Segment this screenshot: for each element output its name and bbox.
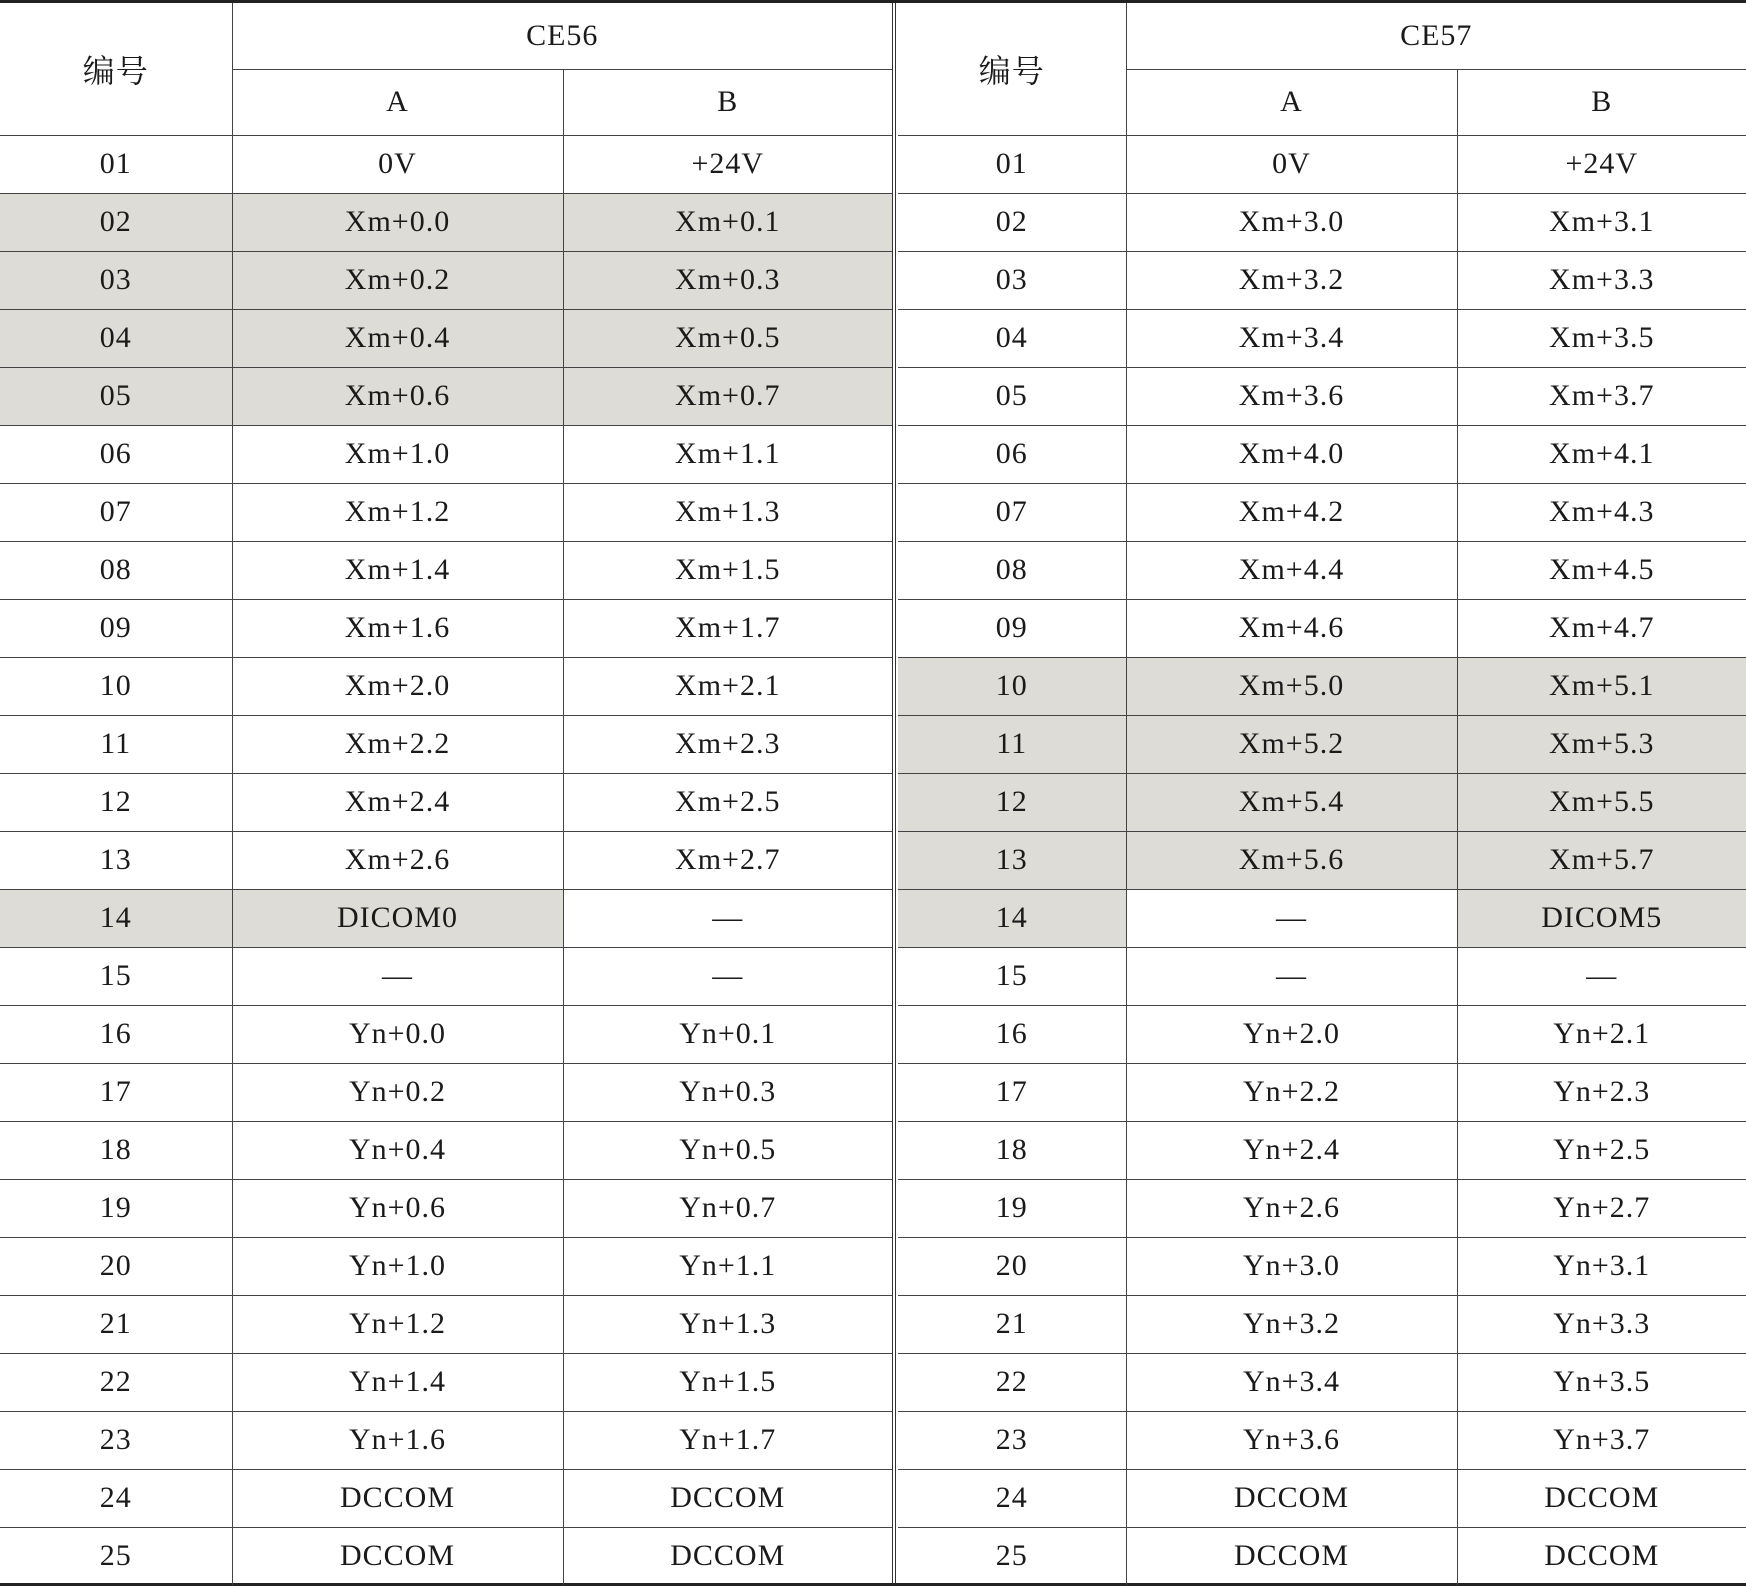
signal-cell-a: Xm+1.0: [232, 425, 563, 483]
pin-number-cell: 13: [0, 831, 232, 889]
pin-number-cell: 03: [0, 251, 232, 309]
signal-cell-b: Xm+5.3: [1457, 715, 1746, 773]
signal-cell-b: Yn+3.1: [1457, 1237, 1746, 1295]
table-row: [0, 1295, 892, 1353]
signal-cell-a: 0V: [232, 135, 563, 193]
signal-cell-b: Xm+0.3: [563, 251, 892, 309]
table-row: [898, 541, 1746, 599]
signal-cell-b: Yn+1.7: [563, 1411, 892, 1469]
signal-cell-b: Xm+5.5: [1457, 773, 1746, 831]
pin-number-cell: 10: [898, 657, 1126, 715]
pin-number-cell: 19: [898, 1179, 1126, 1237]
pin-number-cell: 16: [898, 1005, 1126, 1063]
table-row: [0, 1411, 892, 1469]
signal-cell-b: Xm+1.3: [563, 483, 892, 541]
signal-cell-b: Yn+2.5: [1457, 1121, 1746, 1179]
table-row: [898, 1005, 1746, 1063]
signal-cell-b: DCCOM: [1457, 1527, 1746, 1585]
signal-cell-a: Yn+1.2: [232, 1295, 563, 1353]
signal-cell-b: Xm+2.7: [563, 831, 892, 889]
pin-number-cell: 06: [898, 425, 1126, 483]
pin-number-cell: 04: [0, 309, 232, 367]
signal-cell-b: Xm+2.3: [563, 715, 892, 773]
ce57-table-block: [898, 3, 1746, 1585]
table-row: [898, 831, 1746, 889]
signal-cell-b: +24V: [563, 135, 892, 193]
table-row: [898, 1527, 1746, 1585]
table-divider: [892, 3, 896, 1583]
signal-cell-a: Xm+3.4: [1126, 309, 1457, 367]
pin-number-cell: 24: [898, 1469, 1126, 1527]
table-row: [0, 947, 892, 1005]
ce57-table-body: [898, 135, 1746, 1585]
signal-cell-a: Yn+3.4: [1126, 1353, 1457, 1411]
pin-number-cell: 13: [898, 831, 1126, 889]
table-row: [0, 889, 892, 947]
signal-cell-b: Yn+1.5: [563, 1353, 892, 1411]
signal-cell-b: Xm+3.5: [1457, 309, 1746, 367]
signal-cell-a: Xm+2.0: [232, 657, 563, 715]
pin-number-cell: 16: [0, 1005, 232, 1063]
pin-number-cell: 17: [0, 1063, 232, 1121]
table-row: [898, 657, 1746, 715]
signal-cell-b: —: [563, 947, 892, 1005]
table-row: [0, 1179, 892, 1237]
signal-cell-b: Xm+0.7: [563, 367, 892, 425]
pin-number-cell: 18: [0, 1121, 232, 1179]
signal-cell-b: Xm+1.1: [563, 425, 892, 483]
signal-cell-a: Yn+3.6: [1126, 1411, 1457, 1469]
column-a-header: A: [1126, 69, 1457, 135]
signal-cell-a: Xm+3.0: [1126, 193, 1457, 251]
table-row: [898, 251, 1746, 309]
signal-cell-b: Yn+2.1: [1457, 1005, 1746, 1063]
table-row: [898, 193, 1746, 251]
pin-number-cell: 09: [898, 599, 1126, 657]
signal-cell-a: Yn+3.2: [1126, 1295, 1457, 1353]
signal-cell-a: Yn+2.2: [1126, 1063, 1457, 1121]
table-row: [0, 309, 892, 367]
table-row: [898, 1295, 1746, 1353]
signal-cell-b: Xm+2.5: [563, 773, 892, 831]
table-row: [0, 715, 892, 773]
pin-number-cell: 12: [0, 773, 232, 831]
signal-cell-a: Yn+2.6: [1126, 1179, 1457, 1237]
table-row: [898, 889, 1746, 947]
signal-cell-b: Xm+4.3: [1457, 483, 1746, 541]
signal-cell-a: Xm+4.6: [1126, 599, 1457, 657]
pin-number-cell: 25: [898, 1527, 1126, 1585]
signal-cell-b: Xm+4.7: [1457, 599, 1746, 657]
pin-number-cell: 02: [0, 193, 232, 251]
ce56-table-body: [0, 135, 892, 1585]
pin-number-cell: 01: [898, 135, 1126, 193]
signal-cell-a: Xm+0.4: [232, 309, 563, 367]
signal-cell-b: Yn+2.7: [1457, 1179, 1746, 1237]
pin-number-cell: 19: [0, 1179, 232, 1237]
signal-cell-b: Xm+3.7: [1457, 367, 1746, 425]
table-row: [898, 1411, 1746, 1469]
table-row: [898, 1063, 1746, 1121]
signal-cell-b: Yn+0.3: [563, 1063, 892, 1121]
table-row: [0, 541, 892, 599]
signal-cell-a: Xm+2.4: [232, 773, 563, 831]
signal-cell-b: Xm+4.5: [1457, 541, 1746, 599]
signal-cell-a: Yn+0.4: [232, 1121, 563, 1179]
table-row: [898, 715, 1746, 773]
pin-number-cell: 21: [898, 1295, 1126, 1353]
signal-cell-b: +24V: [1457, 135, 1746, 193]
pin-number-cell: 22: [898, 1353, 1126, 1411]
pin-number-cell: 23: [0, 1411, 232, 1469]
pin-number-cell: 11: [0, 715, 232, 773]
signal-cell-b: Xm+1.7: [563, 599, 892, 657]
signal-cell-a: —: [1126, 889, 1457, 947]
pin-number-cell: 17: [898, 1063, 1126, 1121]
signal-cell-b: Xm+2.1: [563, 657, 892, 715]
signal-cell-a: Yn+0.6: [232, 1179, 563, 1237]
pin-number-cell: 08: [898, 541, 1126, 599]
signal-cell-a: DCCOM: [1126, 1527, 1457, 1585]
table-row: [0, 1469, 892, 1527]
signal-cell-b: DCCOM: [563, 1469, 892, 1527]
signal-cell-a: Xm+1.4: [232, 541, 563, 599]
signal-cell-a: 0V: [1126, 135, 1457, 193]
signal-cell-a: DCCOM: [232, 1527, 563, 1585]
ce57-pin-table: [898, 3, 1746, 1585]
pin-number-cell: 12: [898, 773, 1126, 831]
signal-cell-a: DCCOM: [232, 1469, 563, 1527]
signal-cell-b: DICOM5: [1457, 889, 1746, 947]
signal-cell-b: Xm+4.1: [1457, 425, 1746, 483]
table-row: [0, 425, 892, 483]
signal-cell-b: Xm+5.7: [1457, 831, 1746, 889]
signal-cell-b: Xm+0.1: [563, 193, 892, 251]
signal-cell-a: Xm+0.6: [232, 367, 563, 425]
table-row: [898, 1237, 1746, 1295]
pin-number-cell: 20: [898, 1237, 1126, 1295]
pin-number-cell: 07: [0, 483, 232, 541]
table-row: [0, 599, 892, 657]
table-row: [0, 773, 892, 831]
signal-cell-a: Xm+1.2: [232, 483, 563, 541]
signal-cell-b: DCCOM: [1457, 1469, 1746, 1527]
signal-cell-b: Yn+1.3: [563, 1295, 892, 1353]
signal-cell-a: Yn+0.0: [232, 1005, 563, 1063]
signal-cell-a: —: [232, 947, 563, 1005]
table-row: [0, 193, 892, 251]
pin-number-cell: 05: [898, 367, 1126, 425]
signal-cell-b: Xm+0.5: [563, 309, 892, 367]
signal-cell-a: Yn+1.4: [232, 1353, 563, 1411]
pin-number-cell: 14: [898, 889, 1126, 947]
table-row: [0, 483, 892, 541]
pin-number-cell: 21: [0, 1295, 232, 1353]
table-row: [0, 135, 892, 193]
table-row: [898, 1179, 1746, 1237]
signal-cell-b: Yn+0.1: [563, 1005, 892, 1063]
signal-cell-a: —: [1126, 947, 1457, 1005]
signal-cell-a: Xm+2.2: [232, 715, 563, 773]
pin-number-cell: 01: [0, 135, 232, 193]
number-column-header: 编号: [0, 3, 232, 135]
table-row: [0, 1121, 892, 1179]
column-a-header: A: [232, 69, 563, 135]
column-b-header: B: [563, 69, 892, 135]
pin-number-cell: 20: [0, 1237, 232, 1295]
signal-cell-a: Xm+4.0: [1126, 425, 1457, 483]
table-row: [898, 1469, 1746, 1527]
number-column-header: 编号: [898, 3, 1126, 135]
signal-cell-a: Xm+5.4: [1126, 773, 1457, 831]
table-row: [0, 367, 892, 425]
pin-number-cell: 02: [898, 193, 1126, 251]
table-row: [898, 599, 1746, 657]
table-row: [0, 1005, 892, 1063]
pin-number-cell: 07: [898, 483, 1126, 541]
signal-cell-b: DCCOM: [563, 1527, 892, 1585]
table-row: [898, 367, 1746, 425]
signal-cell-a: Yn+1.6: [232, 1411, 563, 1469]
pin-number-cell: 23: [898, 1411, 1126, 1469]
pin-number-cell: 18: [898, 1121, 1126, 1179]
signal-cell-b: Yn+0.7: [563, 1179, 892, 1237]
pin-number-cell: 11: [898, 715, 1126, 773]
signal-cell-a: Xm+1.6: [232, 599, 563, 657]
table-row: [898, 947, 1746, 1005]
signal-cell-a: Xm+3.6: [1126, 367, 1457, 425]
signal-cell-a: Xm+5.6: [1126, 831, 1457, 889]
table-row: [0, 831, 892, 889]
table-row: [0, 1063, 892, 1121]
pin-number-cell: 15: [898, 947, 1126, 1005]
signal-cell-b: Yn+3.7: [1457, 1411, 1746, 1469]
signal-cell-b: —: [1457, 947, 1746, 1005]
signal-cell-a: Xm+3.2: [1126, 251, 1457, 309]
signal-cell-b: Yn+1.1: [563, 1237, 892, 1295]
table-row: [898, 773, 1746, 831]
signal-cell-b: Yn+0.5: [563, 1121, 892, 1179]
signal-cell-a: Xm+2.6: [232, 831, 563, 889]
signal-cell-a: Xm+5.0: [1126, 657, 1457, 715]
signal-cell-b: Xm+3.1: [1457, 193, 1746, 251]
signal-cell-a: Yn+3.0: [1126, 1237, 1457, 1295]
signal-cell-a: Xm+5.2: [1126, 715, 1457, 773]
signal-cell-a: Xm+4.2: [1126, 483, 1457, 541]
pin-number-cell: 03: [898, 251, 1126, 309]
connector-header-ce57: CE57: [1126, 3, 1746, 69]
table-row: [898, 309, 1746, 367]
pin-number-cell: 14: [0, 889, 232, 947]
signal-cell-a: Yn+2.4: [1126, 1121, 1457, 1179]
table-row: [0, 657, 892, 715]
table-row: [0, 1353, 892, 1411]
signal-cell-a: Xm+0.2: [232, 251, 563, 309]
pin-number-cell: 04: [898, 309, 1126, 367]
table-row: [898, 425, 1746, 483]
column-b-header: B: [1457, 69, 1746, 135]
signal-cell-b: Xm+5.1: [1457, 657, 1746, 715]
signal-cell-a: Yn+0.2: [232, 1063, 563, 1121]
table-row: [898, 483, 1746, 541]
table-row: [0, 251, 892, 309]
pin-number-cell: 06: [0, 425, 232, 483]
table-row: [0, 1237, 892, 1295]
signal-cell-a: Xm+4.4: [1126, 541, 1457, 599]
signal-cell-a: DCCOM: [1126, 1469, 1457, 1527]
pin-number-cell: 24: [0, 1469, 232, 1527]
pin-number-cell: 22: [0, 1353, 232, 1411]
pin-number-cell: 08: [0, 541, 232, 599]
table-row: [898, 1121, 1746, 1179]
table-row: [898, 1353, 1746, 1411]
ce56-pin-table: [0, 3, 892, 1585]
signal-cell-b: Yn+3.5: [1457, 1353, 1746, 1411]
pin-number-cell: 25: [0, 1527, 232, 1585]
ce56-table-block: [0, 3, 892, 1585]
table-row: [0, 1527, 892, 1585]
signal-cell-b: Xm+1.5: [563, 541, 892, 599]
signal-cell-b: Yn+3.3: [1457, 1295, 1746, 1353]
signal-cell-a: Yn+2.0: [1126, 1005, 1457, 1063]
pin-number-cell: 15: [0, 947, 232, 1005]
signal-cell-b: Xm+3.3: [1457, 251, 1746, 309]
signal-cell-a: Yn+1.0: [232, 1237, 563, 1295]
pin-number-cell: 09: [0, 599, 232, 657]
pin-number-cell: 05: [0, 367, 232, 425]
signal-cell-b: Yn+2.3: [1457, 1063, 1746, 1121]
table-row: [898, 135, 1746, 193]
signal-cell-b: —: [563, 889, 892, 947]
signal-cell-a: Xm+0.0: [232, 193, 563, 251]
connector-header-ce56: CE56: [232, 3, 892, 69]
signal-cell-a: DICOM0: [232, 889, 563, 947]
pin-number-cell: 10: [0, 657, 232, 715]
